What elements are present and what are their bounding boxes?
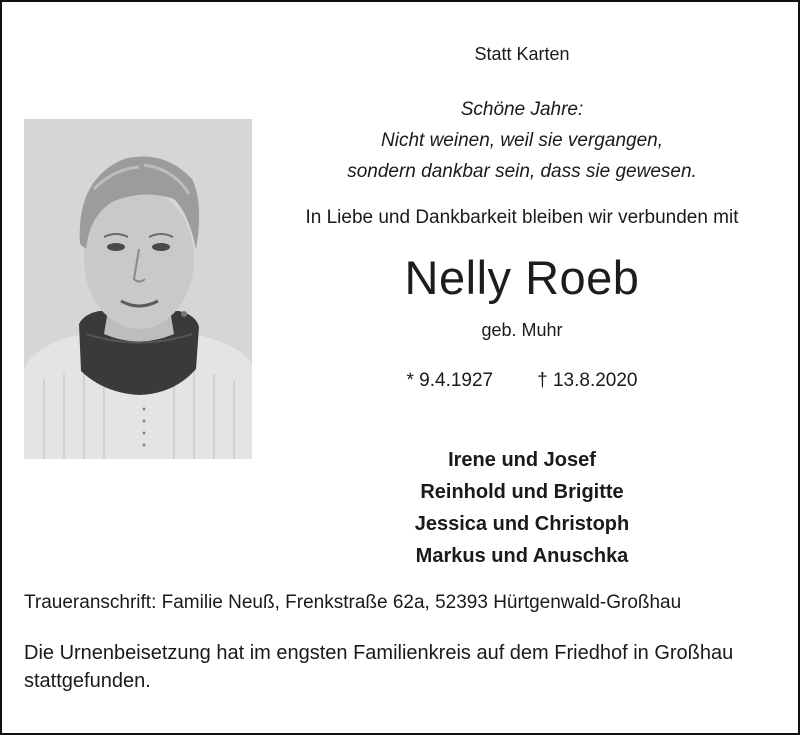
burial-notice: Die Urnenbeisetzung hat im engsten Familienkreis auf dem Friedhof in Großhau stattgefunden. bbox=[24, 642, 734, 692]
family-list bbox=[262, 444, 782, 572]
deceased-name: Nelly Roeb bbox=[404, 251, 640, 304]
death-date: † 13.8.2020 bbox=[537, 370, 638, 391]
intro-text: In Liebe und Dankbarkeit bleiben wir verbunden mit bbox=[305, 207, 739, 228]
portrait-illustration bbox=[24, 119, 252, 459]
family-member: Reinhold und Brigitte bbox=[420, 481, 624, 503]
family-member: Irene und Josef bbox=[448, 449, 596, 471]
family-member: Jessica und Christoph bbox=[414, 513, 630, 535]
portrait-photo bbox=[24, 119, 252, 459]
family-member: Markus und Anuschka bbox=[415, 545, 629, 567]
poem-line: Schöne Jahre: bbox=[460, 99, 584, 120]
header-text: Statt Karten bbox=[474, 44, 570, 64]
maiden-name: geb. Muhr bbox=[481, 320, 563, 340]
mourning-address: Traueranschrift: Familie Neuß, Frenkstraße 62a, 52393 Hürtgenwald-Großhau bbox=[24, 592, 682, 613]
poem-line: Nicht weinen, weil sie vergangen, bbox=[381, 130, 663, 151]
poem bbox=[262, 94, 782, 187]
birth-date: * 9.4.1927 bbox=[406, 370, 494, 391]
poem-line: sondern dankbar sein, dass sie gewesen. bbox=[347, 161, 697, 182]
life-dates bbox=[262, 370, 782, 392]
